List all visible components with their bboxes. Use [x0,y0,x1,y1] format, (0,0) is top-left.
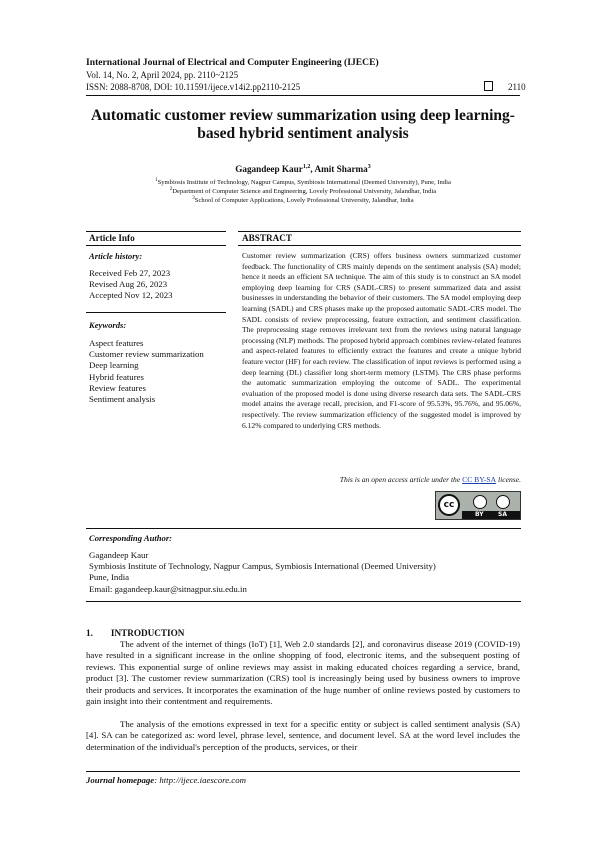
affiliation-2-text: Department of Computer Science and Engineering, Lovely Professional University, Jalandhar, India [172,188,437,196]
article-info-top-rule [86,231,226,232]
author-1-sup: 1,2 [302,164,311,170]
history-accepted: Accepted Nov 12, 2023 [89,290,173,301]
corresponding-name: Gagandeep Kaur [89,550,149,560]
keyword-item: Aspect features [89,338,144,348]
author-2: Amit Sharma [314,164,368,175]
section-heading [86,628,184,638]
affiliation-3 [86,194,520,206]
title-line-1: Automatic customer review summarization using deep learning- [91,107,515,124]
affiliation-1-sup: 1 [155,178,158,183]
affiliation-1-text: Symbiosis Institute of Technology, Nagpur Campus, Symbiosis International (Deemed University), Pune, India [157,179,451,187]
intro-paragraph-1-text: The advent of the internet of things (IoT) [1], Web 2.0 standards [2], and coronavirus disease 2019 (COVID-19) have resulted in a significant increase in the online shopping of food, electronic items, and the subsequent posting of reviews. This exponential surge of online reviews may assist in making educated choices regarding a service, brand, product [3]. The customer review summarization (CRS) tool is increasingly being used by business owners to improve their products and services. It incorporates the examination of the huge number of online reviews posted by customers to gain insight into their contentment and requirements. [86,639,520,707]
article-info-heading: Article Info [89,233,135,243]
author-separator: , [310,164,315,175]
journal-name: International Journal of Electrical and Computer Engineering (IJECE) [86,57,379,68]
sa-share-icon [496,495,510,509]
volume-line: Vol. 14, No. 2, April 2024, pp. 2110~2125 [86,70,239,80]
intro-paragraph-1 [86,639,520,707]
corresponding-location: Pune, India [89,572,130,583]
author-line [86,164,520,174]
keyword-item: Review features [89,382,146,393]
section-title: INTRODUCTION [110,628,185,638]
corresponding-top-rule [86,528,521,529]
corresponding-block [89,550,436,595]
license-prefix: This is an open access article under the [339,475,463,484]
history-revised: Revised Aug 26, 2023 [89,279,168,290]
title-line-2: based hybrid sentiment analysis [197,125,409,142]
abstract-top-rule [238,231,521,232]
intro-paragraph-2 [86,719,520,753]
keyword-item: Deep learning [89,360,139,371]
square-icon [484,81,493,91]
keyword-item: Sentiment analysis [89,394,156,405]
footer-rule [86,771,520,772]
author-1: Gagandeep Kaur [235,164,303,175]
author-2-sup: 3 [367,164,371,170]
article-history-list [89,268,173,302]
license-link[interactable]: CC BY-SA [462,475,497,484]
license-suffix: license. [496,475,521,484]
journal-homepage [86,775,246,785]
keywords-label: Keywords: [89,320,127,330]
homepage-label: Journal homepage [86,775,155,785]
cc-icon [438,494,460,516]
badge-by-label: BY [475,511,484,518]
article-history-label: Article history: [89,251,143,261]
keywords-rule [86,312,226,313]
affiliation-2-sup: 2 [169,187,173,192]
cc-icon-text: cc [443,500,455,510]
corresponding-label: Corresponding Author: [89,533,173,543]
badge-strip [462,511,520,519]
cc-by-sa-badge[interactable] [435,491,521,520]
corresponding-email: Email: gagandeep.kaur@sitnagpur.siu.edu.in [89,583,247,594]
page-number: 2110 [508,82,526,92]
header-rule [86,95,520,96]
badge-sa-label: SA [498,511,507,518]
abstract-heading-rule [238,245,521,246]
license-line [242,475,521,484]
paper-title [70,107,536,143]
history-received: Received Feb 27, 2023 [89,268,171,278]
corresponding-bottom-rule [86,601,521,602]
keyword-item: Hybrid features [89,371,144,382]
affiliation-3-text: School of Computer Applications, Lovely Professional University, Jalandhar, India [194,197,414,205]
issn-doi-line: ISSN: 2088-8708, DOI: 10.11591/ijece.v14i2.pp2110-2125 [86,82,301,92]
corresponding-affiliation: Symbiosis Institute of Technology, Nagpur Campus, Symbiosis International (Deemed University) [89,561,436,572]
section-number: 1. [86,628,93,638]
homepage-sep: : [154,775,160,785]
abstract-heading: ABSTRACT [242,233,293,243]
affiliation-3-sup: 3 [192,196,195,201]
abstract-text: Customer review summarization (CRS) offers business owners summarized customer feedback. The functionality of CRS mainly depends on the sentiment analysis (SA) model; hence it needs an efficient SA technique. The aim of this study is to construct an SA model employing deep learning for CRS (SADL-CRS) to present summarized data and assist businesses in understanding the behavior of their customers. The SA model employing deep learning (SADL) and CRS phases make up the proposed automatic SADL-CRS model. The SADL consists of review preprocessing, feature extraction, and sentiment classification. The preprocessing stage removes irrelevant text from the reviews using natural language processing (NLP) methods. The proposed hybrid approach combines review-related features and aspect-related features to efficiently extract the features and create a unique hybrid feature vector (HF) for each review. The classification of input reviews is performed using a deep learning (DL) classifier long short-term memory (LSTM). The CRS phase performs the automatic summarization employing the outcome of SADL. The experimental evaluation of the proposed model is done using diverse research data sets. The SADL-CRS model attains the average recall, precision, and F1-score of 95.53%, 95.76%, and 95.06%, respectively. The review summarization efficiency of the suggested model is improved by 6.12% compared to underlying CRS methods. [242,251,522,430]
homepage-url[interactable]: http://ijece.iaescore.com [159,775,246,785]
article-info-heading-rule [86,245,226,246]
keyword-item: Customer review summarization [89,349,204,360]
intro-paragraph-2-text: The analysis of the emotions expressed in text for a specific entity or subject is called sentiment analysis (SA) [4]. SA can be categorized as: word level, phrase level, sentence, and document level. SA at the word level includes the determination of the individual's perception of the products, services, or their [86,719,520,752]
keywords-list [89,338,204,405]
by-person-icon [473,495,487,509]
